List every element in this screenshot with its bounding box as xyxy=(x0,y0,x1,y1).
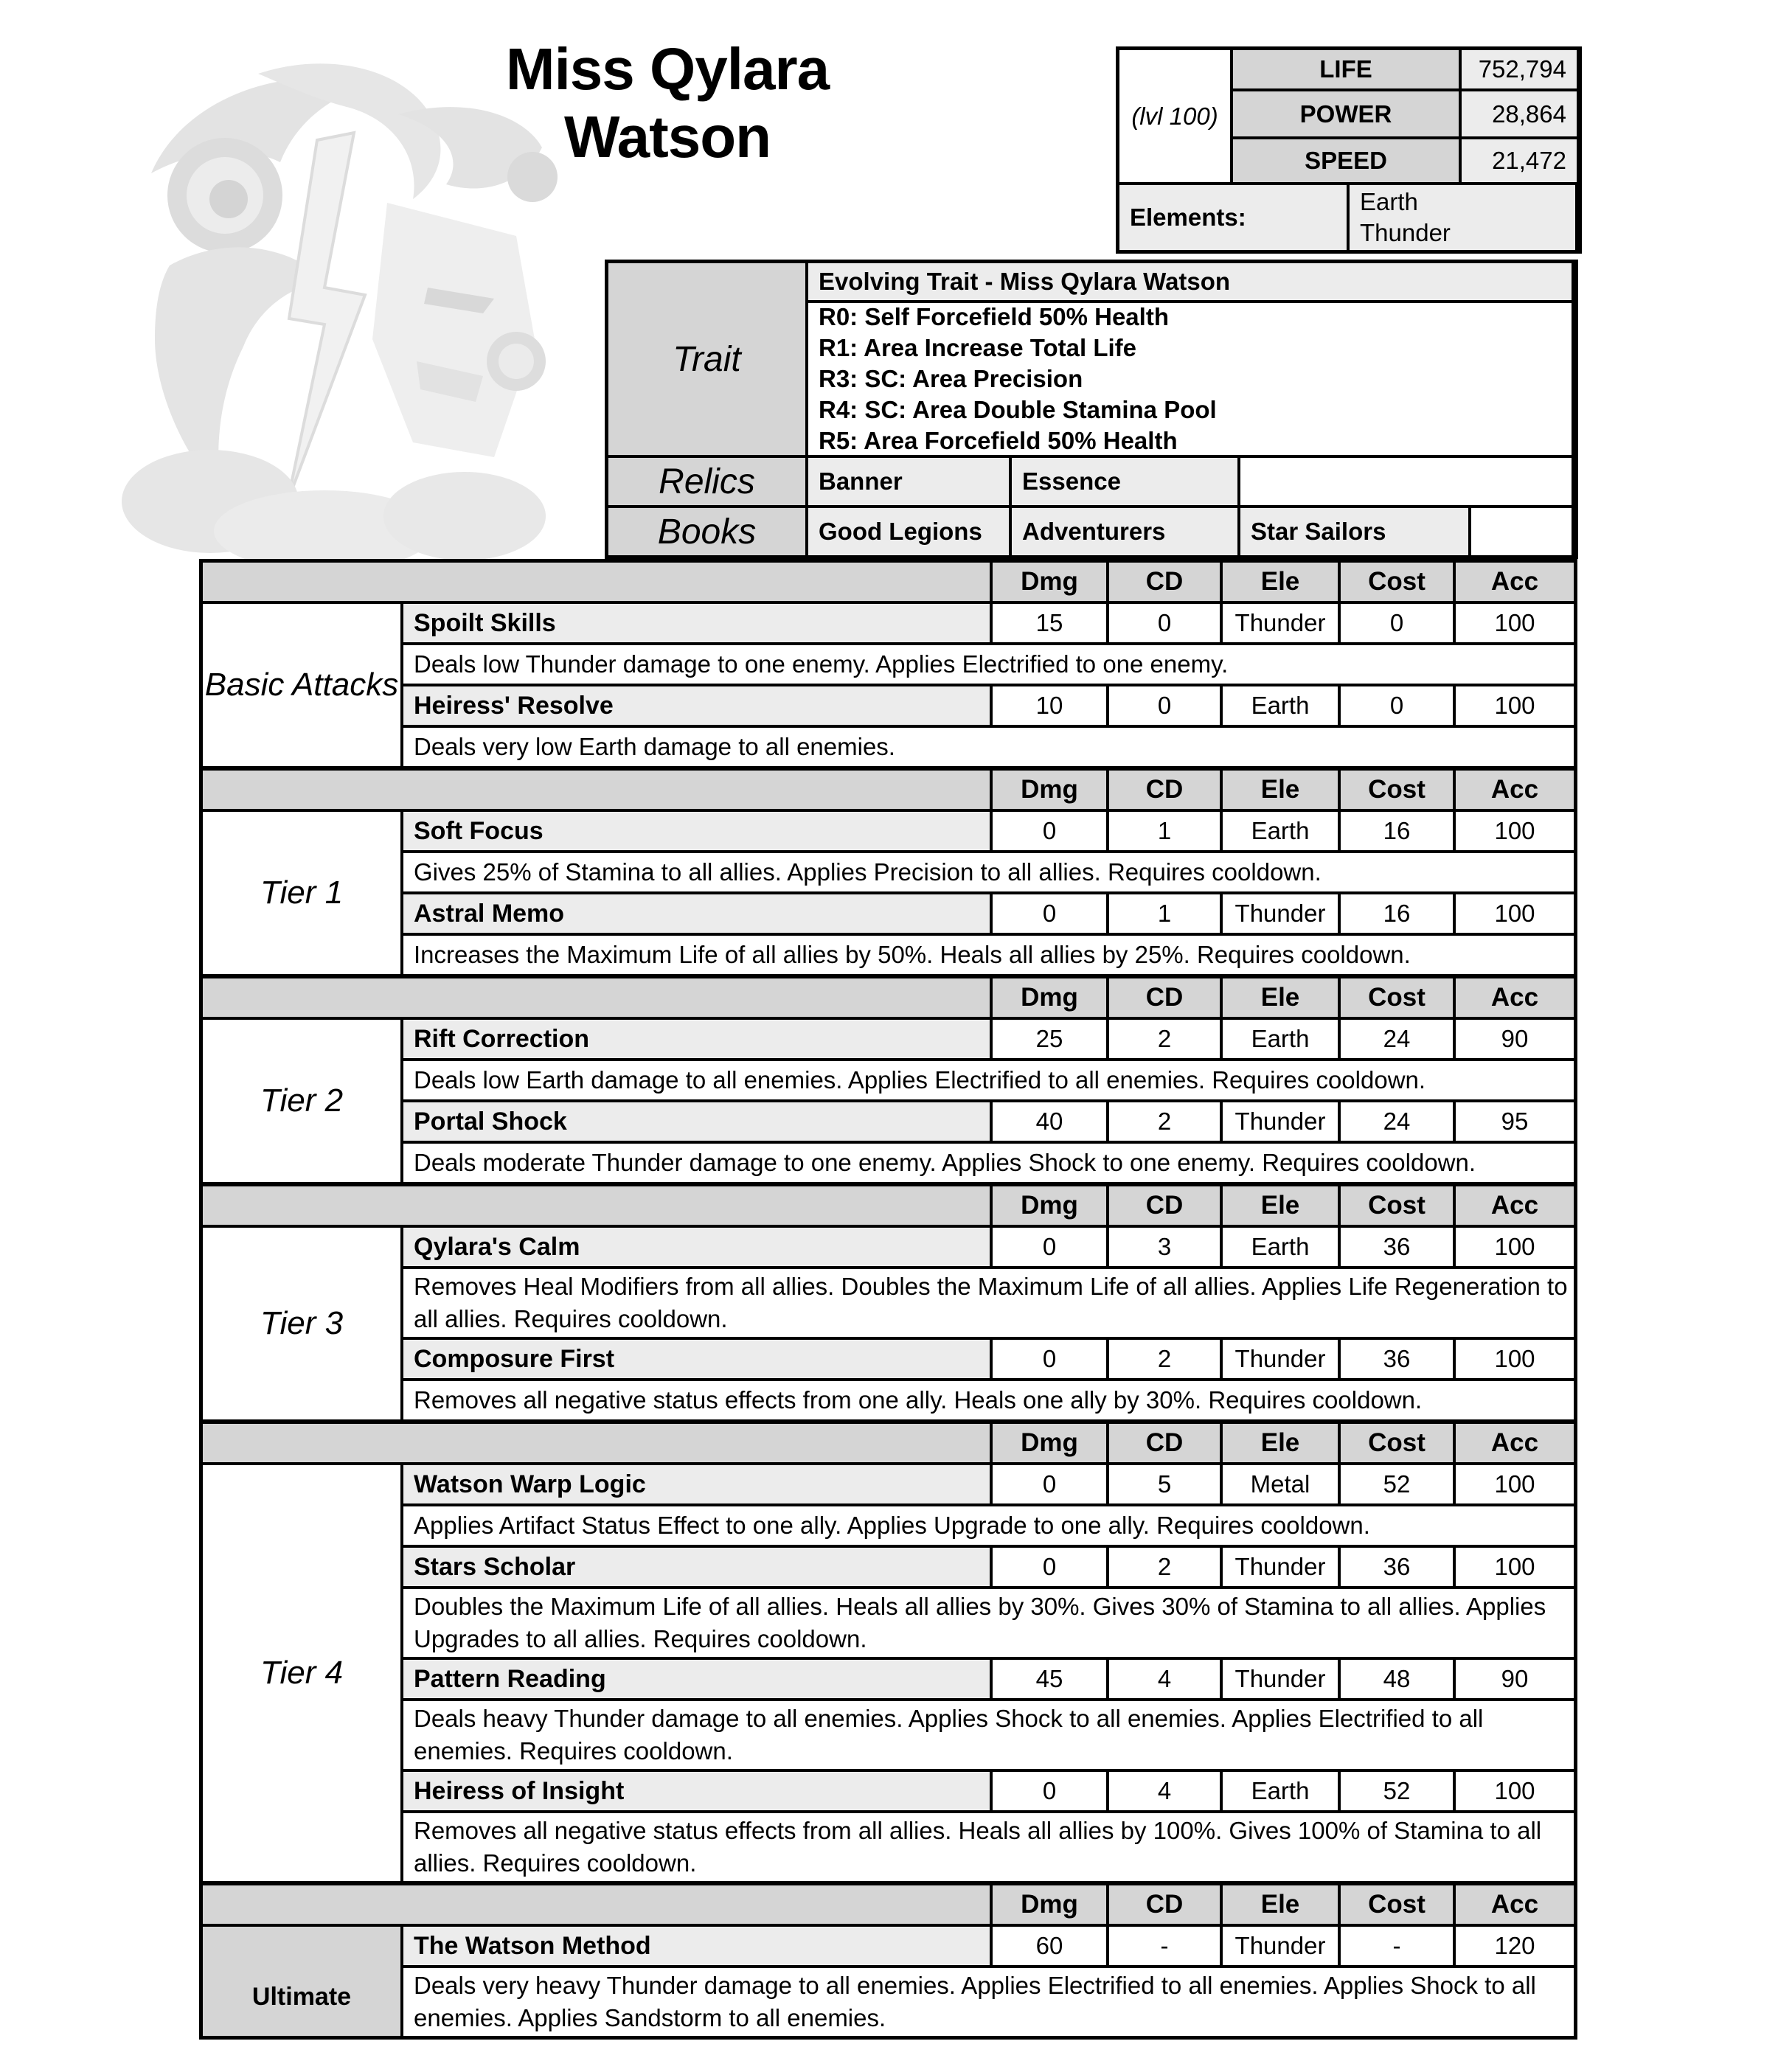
column-header-cost: Cost xyxy=(1341,563,1453,601)
skill-desc: Doubles the Maximum Life of all allies. Heals all allies by 30%. Gives 30% of Stamina to all allies. Applies Upgrades to all allies. Requires cooldown. xyxy=(403,1589,1574,1657)
tier-label: Tier 2 xyxy=(203,1020,400,1182)
skill-cost: 16 xyxy=(1341,812,1453,850)
skill-desc: Increases the Maximum Life of all allies by 50%. Heals all allies by 25%. Requires cooldown. xyxy=(403,936,1574,974)
skill-cost: - xyxy=(1341,1927,1453,1965)
trait-line-r0: R0: Self Forcefield 50% Health xyxy=(819,303,1169,330)
section-header-spacer xyxy=(203,1424,990,1462)
elements-row xyxy=(1119,185,1578,250)
skill-acc: 100 xyxy=(1456,1340,1574,1378)
trait-table xyxy=(605,260,1578,559)
skills-table xyxy=(199,559,1577,2040)
column-header-ele: Ele xyxy=(1223,1885,1338,1924)
column-header-acc: Acc xyxy=(1456,1885,1574,1924)
skill-cost: 0 xyxy=(1341,686,1453,725)
trait-line-r3: R3: SC: Area Precision xyxy=(819,365,1083,392)
column-header-acc: Acc xyxy=(1456,1424,1574,1462)
skill-name: Stars Scholar xyxy=(403,1548,990,1586)
page-title-line1: Miss Qylara xyxy=(505,36,830,102)
stat-label-speed: SPEED xyxy=(1233,139,1459,182)
skill-cd: 2 xyxy=(1109,1020,1220,1058)
skill-cd: 2 xyxy=(1109,1548,1220,1586)
skill-cd: 3 xyxy=(1109,1228,1220,1266)
skill-name: Heiress' Resolve xyxy=(403,686,990,725)
column-header-dmg: Dmg xyxy=(993,771,1106,809)
skill-ele: Thunder xyxy=(1223,604,1338,642)
skill-dmg: 10 xyxy=(993,686,1106,725)
column-header-ele: Ele xyxy=(1223,1186,1338,1225)
skill-cost: 52 xyxy=(1341,1772,1453,1810)
relic-empty-cell xyxy=(1240,458,1572,505)
stats-table xyxy=(1116,46,1582,254)
skill-acc: 100 xyxy=(1456,1772,1574,1810)
skill-dmg: 0 xyxy=(993,1228,1106,1266)
trait-lines xyxy=(808,303,1572,455)
elements-label: Elements: xyxy=(1119,185,1347,250)
skill-ele: Metal xyxy=(1223,1465,1338,1503)
column-header-acc: Acc xyxy=(1456,771,1574,809)
skill-acc: 90 xyxy=(1456,1020,1574,1058)
page-title-line2: Watson xyxy=(564,104,771,170)
relics-row-label: Relics xyxy=(608,458,805,505)
skill-cost: 0 xyxy=(1341,604,1453,642)
skill-desc: Removes all negative status effects from all allies. Heals all allies by 100%. Gives 100% of Stamina to all allies. Requires cooldown. xyxy=(403,1813,1574,1881)
book-empty-cell xyxy=(1471,508,1572,555)
skill-ele: Thunder xyxy=(1223,1102,1338,1141)
tier-label: Tier 1 xyxy=(203,812,400,974)
skill-dmg: 40 xyxy=(993,1102,1106,1141)
books-row xyxy=(808,508,1572,555)
skill-ele: Thunder xyxy=(1223,1340,1338,1378)
relic-item: Banner xyxy=(808,458,1009,505)
column-header-dmg: Dmg xyxy=(993,1186,1106,1225)
section-tier-3 xyxy=(203,1186,1574,1419)
elements-value xyxy=(1350,185,1575,250)
element-1: Earth xyxy=(1360,188,1418,215)
skill-acc: 100 xyxy=(1456,1465,1574,1503)
tier-label: Basic Attacks xyxy=(203,604,400,766)
column-header-ele: Ele xyxy=(1223,563,1338,601)
skill-ele: Earth xyxy=(1223,1228,1338,1266)
stat-label-life: LIFE xyxy=(1233,50,1459,88)
column-header-cd: CD xyxy=(1109,978,1220,1017)
skill-acc: 100 xyxy=(1456,894,1574,933)
skill-acc: 100 xyxy=(1456,686,1574,725)
skill-name: Spoilt Skills xyxy=(403,604,990,642)
skill-name: Watson Warp Logic xyxy=(403,1465,990,1503)
section-tier-4 xyxy=(203,1424,1574,1881)
skill-cd: 0 xyxy=(1109,604,1220,642)
skill-dmg: 0 xyxy=(993,812,1106,850)
tier-label: Tier 4 xyxy=(203,1465,400,1881)
column-header-cd: CD xyxy=(1109,563,1220,601)
skill-desc: Gives 25% of Stamina to all allies. Applies Precision to all allies. Requires cooldown. xyxy=(403,853,1574,891)
skill-dmg: 15 xyxy=(993,604,1106,642)
skill-ele: Earth xyxy=(1223,812,1338,850)
books-row-label: Books xyxy=(608,508,805,555)
skill-desc: Deals low Earth damage to all enemies. Applies Electrified to all enemies. Requires cooldown. xyxy=(403,1061,1574,1099)
skill-cd: 2 xyxy=(1109,1102,1220,1141)
skill-dmg: 25 xyxy=(993,1020,1106,1058)
skill-acc: 100 xyxy=(1456,604,1574,642)
stat-value-power: 28,864 xyxy=(1462,91,1577,136)
element-2: Thunder xyxy=(1360,219,1451,246)
trait-header: Evolving Trait - Miss Qylara Watson xyxy=(808,263,1572,300)
skill-name: Portal Shock xyxy=(403,1102,990,1141)
column-header-ele: Ele xyxy=(1223,978,1338,1017)
skill-ele: Earth xyxy=(1223,1020,1338,1058)
column-header-cost: Cost xyxy=(1341,1424,1453,1462)
skill-cost: 36 xyxy=(1341,1340,1453,1378)
skill-desc: Removes all negative status effects from one ally. Heals one ally by 30%. Requires cooldown. xyxy=(403,1381,1574,1419)
skill-cost: 16 xyxy=(1341,894,1453,933)
section-tier-1 xyxy=(203,771,1574,974)
skill-cd: - xyxy=(1109,1927,1220,1965)
column-header-dmg: Dmg xyxy=(993,978,1106,1017)
section-header-spacer xyxy=(203,563,990,601)
skill-desc: Deals heavy Thunder damage to all enemies. Applies Shock to all enemies. Applies Electrified to all enemies. Requires cooldown. xyxy=(403,1701,1574,1769)
section-header-spacer xyxy=(203,1885,990,1924)
skill-cd: 2 xyxy=(1109,1340,1220,1378)
skill-desc: Deals moderate Thunder damage to one enemy. Applies Shock to one enemy. Requires cooldown. xyxy=(403,1144,1574,1182)
skill-cost: 24 xyxy=(1341,1020,1453,1058)
column-header-ele: Ele xyxy=(1223,1424,1338,1462)
skill-cd: 0 xyxy=(1109,686,1220,725)
trait-row-label: Trait xyxy=(608,263,805,455)
column-header-acc: Acc xyxy=(1456,1186,1574,1225)
relic-item: Essence xyxy=(1012,458,1237,505)
stat-value-life: 752,794 xyxy=(1462,50,1577,88)
tier-label-ultimate: Ultimate xyxy=(203,1927,400,2036)
column-header-acc: Acc xyxy=(1456,978,1574,1017)
column-header-cd: CD xyxy=(1109,1885,1220,1924)
section-tier-2 xyxy=(203,978,1574,1182)
stat-value-speed: 21,472 xyxy=(1462,139,1577,182)
column-header-dmg: Dmg xyxy=(993,1885,1106,1924)
skill-cd: 5 xyxy=(1109,1465,1220,1503)
section-header-spacer xyxy=(203,1186,990,1225)
skill-desc: Deals very heavy Thunder damage to all enemies. Applies Electrified to all enemies. Applies Shock to all enemies. Applies Sandstorm to all enemies. xyxy=(403,1968,1574,2036)
column-header-dmg: Dmg xyxy=(993,563,1106,601)
skill-cd: 1 xyxy=(1109,894,1220,933)
skill-ele: Thunder xyxy=(1223,1548,1338,1586)
trait-line-r5: R5: Area Forcefield 50% Health xyxy=(819,427,1178,454)
relics-row xyxy=(808,458,1572,505)
skill-name: Heiress of Insight xyxy=(403,1772,990,1810)
skill-desc: Applies Artifact Status Effect to one ally. Applies Upgrade to one ally. Requires cooldown. xyxy=(403,1506,1574,1545)
skill-ele: Earth xyxy=(1223,1772,1338,1810)
section-ultimate xyxy=(203,1885,1574,2036)
column-header-cd: CD xyxy=(1109,1186,1220,1225)
skill-dmg: 0 xyxy=(993,1548,1106,1586)
skill-dmg: 60 xyxy=(993,1927,1106,1965)
skill-cost: 36 xyxy=(1341,1228,1453,1266)
column-header-acc: Acc xyxy=(1456,563,1574,601)
skill-ele: Thunder xyxy=(1223,1927,1338,1965)
skill-dmg: 0 xyxy=(993,1340,1106,1378)
column-header-dmg: Dmg xyxy=(993,1424,1106,1462)
column-header-cost: Cost xyxy=(1341,1885,1453,1924)
skill-dmg: 0 xyxy=(993,1465,1106,1503)
skill-desc: Deals low Thunder damage to one enemy. Applies Electrified to one enemy. xyxy=(403,645,1574,684)
column-header-cost: Cost xyxy=(1341,978,1453,1017)
trait-line-r1: R1: Area Increase Total Life xyxy=(819,334,1136,361)
skill-cd: 4 xyxy=(1109,1772,1220,1810)
skill-cd: 4 xyxy=(1109,1660,1220,1698)
skill-desc: Removes Heal Modifiers from all allies. Doubles the Maximum Life of all allies. Applies Life Regeneration to all allies. Requires cooldown. xyxy=(403,1269,1574,1337)
column-header-ele: Ele xyxy=(1223,771,1338,809)
book-item: Good Legions xyxy=(808,508,1009,555)
skill-desc: Deals very low Earth damage to all enemies. xyxy=(403,728,1574,766)
skill-dmg: 0 xyxy=(993,1772,1106,1810)
skill-acc: 100 xyxy=(1456,1548,1574,1586)
skill-acc: 90 xyxy=(1456,1660,1574,1698)
column-header-cd: CD xyxy=(1109,771,1220,809)
book-item: Star Sailors xyxy=(1240,508,1468,555)
skill-acc: 100 xyxy=(1456,812,1574,850)
skill-name: Pattern Reading xyxy=(403,1660,990,1698)
skill-acc: 100 xyxy=(1456,1228,1574,1266)
skill-dmg: 0 xyxy=(993,894,1106,933)
skill-cost: 24 xyxy=(1341,1102,1453,1141)
column-header-cd: CD xyxy=(1109,1424,1220,1462)
skill-dmg: 45 xyxy=(993,1660,1106,1698)
skill-name: Astral Memo xyxy=(403,894,990,933)
skill-cost: 52 xyxy=(1341,1465,1453,1503)
section-header-spacer xyxy=(203,978,990,1017)
skill-ele: Earth xyxy=(1223,686,1338,725)
skill-cd: 1 xyxy=(1109,812,1220,850)
skill-name: Rift Correction xyxy=(403,1020,990,1058)
skill-ele: Thunder xyxy=(1223,1660,1338,1698)
skill-name: Composure First xyxy=(403,1340,990,1378)
skill-name: The Watson Method xyxy=(403,1927,990,1965)
skill-name: Qylara's Calm xyxy=(403,1228,990,1266)
trait-line-r4: R4: SC: Area Double Stamina Pool xyxy=(819,396,1217,423)
skill-acc: 120 xyxy=(1456,1927,1574,1965)
skill-name: Soft Focus xyxy=(403,812,990,850)
skill-cost: 48 xyxy=(1341,1660,1453,1698)
column-header-cost: Cost xyxy=(1341,771,1453,809)
level-cell: (lvl 100) xyxy=(1119,50,1230,182)
stats-upper xyxy=(1119,50,1578,182)
section-basic-attacks xyxy=(203,563,1574,766)
section-header-spacer xyxy=(203,771,990,809)
skill-cost: 36 xyxy=(1341,1548,1453,1586)
page-title xyxy=(317,35,1018,171)
skill-acc: 95 xyxy=(1456,1102,1574,1141)
stat-label-power: POWER xyxy=(1233,91,1459,136)
column-header-cost: Cost xyxy=(1341,1186,1453,1225)
skill-ele: Thunder xyxy=(1223,894,1338,933)
tier-label: Tier 3 xyxy=(203,1228,400,1419)
book-item: Adventurers xyxy=(1012,508,1237,555)
